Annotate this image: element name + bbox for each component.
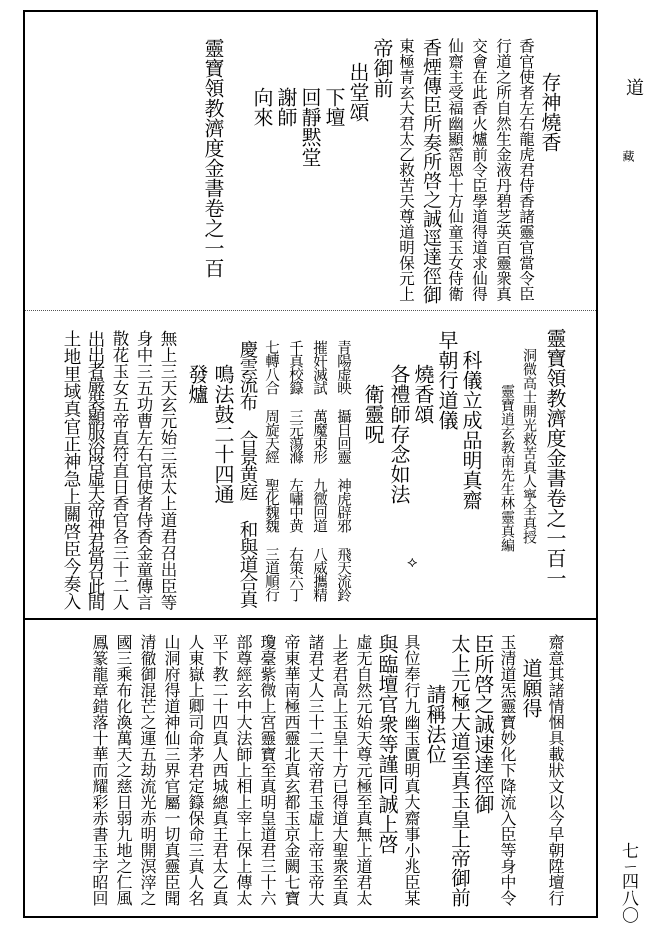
text-column: 平下教二十四真人西城總真王君太乙真: [210, 634, 229, 906]
text-column: 諸君丈人三十二天帝君玉虛上帝玉帝大: [306, 634, 325, 906]
page-number: 七ㄧ四八〇: [618, 842, 638, 924]
text-column: 散花玉女五帝直符直日香官各三十二人: [110, 330, 129, 611]
text-column: 山洞府得道神仙三界官屬一切真靈臣聞: [162, 634, 181, 906]
volume-end-title: 靈寶領教濟度金書卷之一百: [201, 38, 225, 278]
seal-ornament: ⟡: [407, 552, 418, 571]
text-column: 鳳篆龍章錯落十華而耀彩赤書玉字昭回: [90, 634, 109, 906]
text-column: 帝御前: [370, 38, 394, 98]
panel-3: [25, 624, 596, 914]
text-column: 發爐: [185, 364, 209, 404]
text-column: 出堂頌: [346, 62, 370, 122]
text-column: 具位奉行九幽玉匱明真大齋事小兆臣某: [402, 634, 421, 906]
text-column: 人東嶽上卿司命茅君定籙保命三真人名: [186, 634, 205, 906]
text-column: 部尊經玄中大法師上相上宰上保上傳太: [234, 634, 253, 906]
text-column: 謝師: [274, 87, 298, 127]
text-column: 國三乘布化渙萬天之慈日弱九地之仁風: [114, 634, 133, 906]
margin-top-char: 道: [623, 78, 644, 96]
text-column: 上老君高上玉皇十方已得道大聖衆至真: [330, 634, 349, 906]
text-column: 道願得: [519, 658, 543, 718]
text-column: 各禮師存念如法: [387, 364, 411, 504]
fold-line: [25, 310, 596, 311]
panel-1: [25, 38, 596, 308]
text-column: 燒香頌: [411, 364, 435, 424]
text-column: 香煙傳臣所奏所啓之誠逕達徑御: [420, 38, 442, 304]
volume-title: 靈寶領教濟度金書卷之一百一: [543, 328, 567, 588]
text-column: 存神燒香: [538, 72, 562, 152]
text-column: 向來: [250, 87, 274, 127]
text-column: 東極青玄大君太乙救苦天尊道明保元上: [397, 38, 415, 302]
text-column: 早朝行道儀: [435, 330, 459, 430]
page-frame: [23, 10, 598, 918]
text-column: 仙齋主受福幽顯霑恩十方仙童玉女侍衛: [446, 38, 464, 302]
text-column: 身中三五功曹左右官使者侍香金童傳言: [134, 330, 153, 611]
text-column: 衛靈呪: [361, 384, 385, 444]
text-column: 請稱法位: [423, 684, 447, 764]
text-column: 洞微高士開光救苦真人寧全真授: [521, 348, 537, 544]
text-column: 瓊臺紫微上宮靈寶至真明皇道君三十六: [258, 634, 277, 906]
panel-2: [25, 324, 596, 614]
text-column: 太上元極大道至真玉皇上帝御前: [448, 634, 471, 907]
text-column: 靈寶逍玄教南先生林靈真編: [499, 384, 515, 552]
text-column: 臣所啓之誠速達徑御: [471, 634, 495, 814]
text-column: 玉清道炁靈寶妙化下降流入臣等身中令: [498, 634, 517, 906]
text-column: 回靜黙堂: [298, 87, 322, 167]
text-column: 與臨壇官衆等謹同誠上啓: [375, 634, 399, 854]
text-column: 出出者嚴裝顯服浴啓虛天帝神君當召此間: [85, 330, 105, 609]
text-column: 香官使者左右龍虎君侍香諸靈官當令臣: [517, 38, 535, 302]
text-column: 交會在此香火爐前令臣學道得道求仙得: [470, 38, 488, 302]
margin-middle-char: 藏: [621, 150, 635, 162]
text-column: 土地里域真官正神急上關啓臣今奏入: [61, 330, 81, 610]
text-column: 帝東華南極西靈北真玄都玉京金闕七寶: [282, 634, 301, 906]
text-column: 科儀立成品明真齋: [459, 350, 483, 510]
text-column: 摧奸滅試 萬魔束形 九微回道 八威攜精: [311, 340, 327, 601]
panel-divider: [25, 618, 596, 620]
text-column: 齋意其諸情悃具載狀文以今早朝陞壇行: [546, 634, 565, 906]
text-column: 七轉八合 周旋天經 聖化魏魏 三道順行: [263, 340, 279, 601]
text-column: 無上三天玄元始三炁太上道君召出臣等: [158, 330, 177, 611]
text-column: 千真校籙 三元蕩滌 左嘯中黄 右策六丁: [287, 340, 303, 601]
text-column: 鳴法鼓二十四通: [211, 364, 235, 504]
text-column: 行道之所自然生金液丹碧芝英百靈衆真: [494, 38, 512, 302]
text-column: 青陽虚映 攝日回靈 神虎辟邪 飛天流鈴: [335, 340, 351, 601]
text-column: 虛无自然元始天尊元極至真無上道君太: [354, 634, 373, 906]
text-column: 清徹御混芒之運五劫流光赤明開溟滓之: [138, 634, 157, 906]
text-column: 慶雲流布 合景黄庭 和與道合真: [237, 340, 258, 608]
text-column: 下壇: [322, 87, 346, 127]
